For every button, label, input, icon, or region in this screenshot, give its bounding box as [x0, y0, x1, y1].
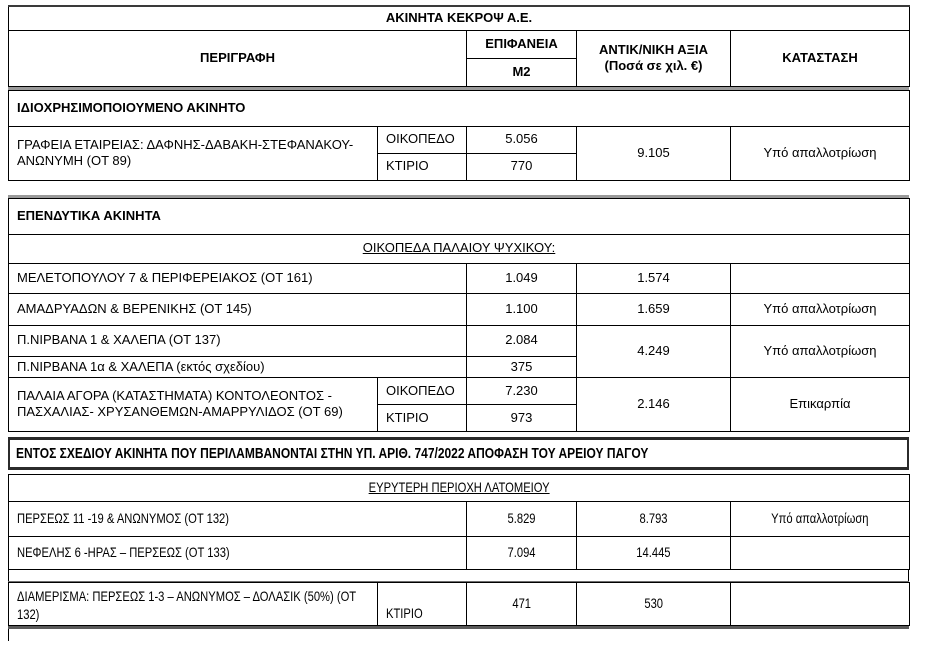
apartment-section [8, 582, 910, 626]
cell-description-text: ΔΙΑΜΕΡΙΣΜΑ: ΠΕΡΣΕΩΣ 1-3 – ΑΝΩΝΥΜΟΣ – ΔΟΛΑΣΙΚ (50%) (ΟΤ 132) [17, 587, 356, 622]
col-header-surface: ΕΠΙΦΑΝΕΙΑ [467, 30, 577, 58]
table-row [9, 325, 910, 356]
cell-building-m2: 770 [467, 153, 577, 180]
section-header-court-box [8, 437, 909, 470]
col-header-status: ΚΑΤΑΣΤΑΣΗ [731, 30, 910, 86]
cell-description: ΠΑΛΑΙΑ ΑΓΟΡΑ (ΚΑΤΑΣΤΗΜΑΤΑ) ΚΟΝΤΟΛΕΟΝΤΟΣ - ΠΑΣΧΑΛΙΑΣ- ΧΡΥΣΑΝΘΕΜΩΝ-ΑΜΑΡΡΥΛΙΔΟΣ (ΟΤ 69) [9, 377, 378, 431]
table-row [9, 377, 910, 404]
table-row [9, 536, 910, 569]
subsection-header-quarry-label: ΕΥΡΥΤΕΡΗ ΠΕΡΙΟΧΗ ΛΑΤΟΜΕΙΟΥ [368, 479, 550, 495]
cell-status: Επικαρπία [731, 377, 910, 431]
cell-status: Υπό απαλλοτρίωση [731, 126, 910, 180]
cell-plot-label: ΟΙΚΟΠΕΔΟ [378, 377, 467, 404]
section-header-row [9, 90, 910, 126]
cell-description [9, 536, 467, 569]
investment-block [8, 195, 909, 432]
cell-value-text: 530 [644, 595, 663, 612]
cell-m2: 1.049 [467, 263, 577, 293]
cell-value: 1.574 [577, 263, 731, 293]
cell-value [577, 582, 731, 625]
table-row [9, 263, 910, 293]
cell-building-m2: 973 [467, 404, 577, 431]
cell-value: 9.105 [577, 126, 731, 180]
cell-status [731, 536, 910, 569]
section-header-investment: ΕΠΕΝΔΥΤΙΚΑ ΑΚΙΝΗΤΑ [9, 198, 910, 234]
cell-status: Υπό απαλλοτρίωση [731, 293, 910, 325]
cell-description: Π.ΝΙΡΒΑΝΑ 1α & ΧΑΛΕΠΑ (εκτός σχεδίου) [9, 356, 467, 377]
apartment-block [8, 581, 909, 629]
subsection-header-row [9, 474, 910, 501]
cell-m2: 375 [467, 356, 577, 377]
cell-plot-m2: 7.230 [467, 377, 577, 404]
table-row [9, 582, 910, 625]
cell-value-text: 14.445 [636, 544, 671, 560]
title-row [9, 6, 910, 30]
empty-table-strip [8, 570, 909, 581]
cell-building-label: ΚΤΙΡΙΟ [378, 404, 467, 431]
cell-status [731, 263, 910, 293]
own-use-section [8, 90, 910, 181]
cell-description: ΓΡΑΦΕΙΑ ΕΤΑΙΡΕΙΑΣ: ΔΑΦΝΗΣ-ΔΑΒΑΚΗ-ΣΤΕΦΑΝΑΚΟΥ-ΑΝΩΝΥΜΗ (ΟΤ 89) [9, 126, 378, 180]
cell-description-text: ΝΕΦΕΛΗΣ 6 -ΗΡΑΣ – ΠΕΡΣΕΩΣ (ΟΤ 133) [17, 544, 230, 560]
quarry-section [8, 474, 910, 570]
cell-value-merged: 4.249 [577, 325, 731, 377]
next-row-cutoff-fragment [8, 629, 10, 641]
cell-status-text: Υπό απαλλοτρίωση [771, 510, 869, 526]
cell-value: 1.659 [577, 293, 731, 325]
cell-description [9, 501, 467, 536]
section-header-row [9, 198, 910, 234]
cell-m2 [467, 582, 577, 625]
cell-value [577, 536, 731, 569]
cell-status [731, 501, 910, 536]
cell-m2: 1.100 [467, 293, 577, 325]
column-header-row [9, 30, 910, 58]
cell-description-text: ΠΕΡΣΕΩΣ 11 -19 & ΑΝΩΝΥΜΟΣ (ΟΤ 132) [17, 510, 230, 526]
col-header-value-line1: ΑΝΤΙΚ/ΝΙΚΗ ΑΞΙΑ [599, 41, 708, 57]
cell-building-label-text: ΚΤΙΡΙΟ [386, 604, 423, 621]
cell-m2 [467, 536, 577, 569]
cell-plot-m2: 5.056 [467, 126, 577, 153]
table-title: ΑΚΙΝΗΤΑ ΚΕΚΡΟΨ Α.Ε. [9, 6, 910, 30]
cell-status [731, 582, 910, 625]
cell-m2-text: 5.829 [507, 510, 536, 526]
subsection-header-psychiko: ΟΙΚΟΠΕΔΑ ΠΑΛΑΙΟΥ ΨΥΧΙΚΟΥ: [9, 234, 910, 263]
table-row [9, 126, 910, 153]
table-row [9, 501, 910, 536]
section-gap [8, 181, 909, 195]
cell-building-label [378, 582, 467, 625]
cell-m2-text: 471 [512, 595, 531, 612]
properties-table [8, 5, 909, 641]
cell-status-merged: Υπό απαλλοτρίωση [731, 325, 910, 377]
cell-value-text: 8.793 [639, 510, 668, 526]
subsection-header-row [9, 234, 910, 263]
col-header-value-line2: (Ποσά σε χιλ. €) [604, 58, 703, 73]
subsection-header-quarry [9, 474, 910, 501]
cell-m2 [467, 501, 577, 536]
cell-value: 2.146 [577, 377, 731, 431]
cell-building-label: ΚΤΙΡΙΟ [378, 153, 467, 180]
investment-section [8, 198, 910, 432]
cell-description: ΑΜΑΔΡΥΑΔΩΝ & ΒΕΡΕΝΙΚΗΣ (ΟΤ 145) [9, 293, 467, 325]
cell-m2: 2.084 [467, 325, 577, 356]
cell-description: ΜΕΛΕΤΟΠΟΥΛΟΥ 7 & ΠΕΡΙΦΕΡΕΙΑΚΟΣ (ΟΤ 161) [9, 263, 467, 293]
section-header-court: ΕΝΤΟΣ ΣΧΕΔΙΟΥ ΑΚΙΝΗΤΑ ΠΟΥ ΠΕΡΙΛΑΜΒΑΝΟΝΤΑΙ ΣΤΗΝ ΥΠ. ΑΡΙΘ. 747/2022 ΑΠΟΦΑΣΗ ΤΟΥ ΑΡΕΙΟΥ ΠΑΓΟΥ [16, 444, 649, 462]
header-block [8, 5, 909, 90]
cell-description [9, 582, 378, 625]
table-row [9, 293, 910, 325]
col-header-value [577, 30, 731, 86]
cell-m2-text: 7.094 [507, 544, 536, 560]
col-header-description: ΠΕΡΙΓΡΑΦΗ [9, 30, 467, 86]
section-header-own-use: ΙΔΙΟΧΡΗΣΙΜΟΠΟΙΟΥΜΕΝΟ ΑΚΙΝΗΤΟ [9, 90, 910, 126]
cell-description: Π.ΝΙΡΒΑΝΑ 1 & ΧΑΛΕΠΑ (ΟΤ 137) [9, 325, 467, 356]
col-header-m2: Μ2 [467, 58, 577, 86]
cell-plot-label: ΟΙΚΟΠΕΔΟ [378, 126, 467, 153]
cell-value [577, 501, 731, 536]
header-table [8, 5, 910, 87]
